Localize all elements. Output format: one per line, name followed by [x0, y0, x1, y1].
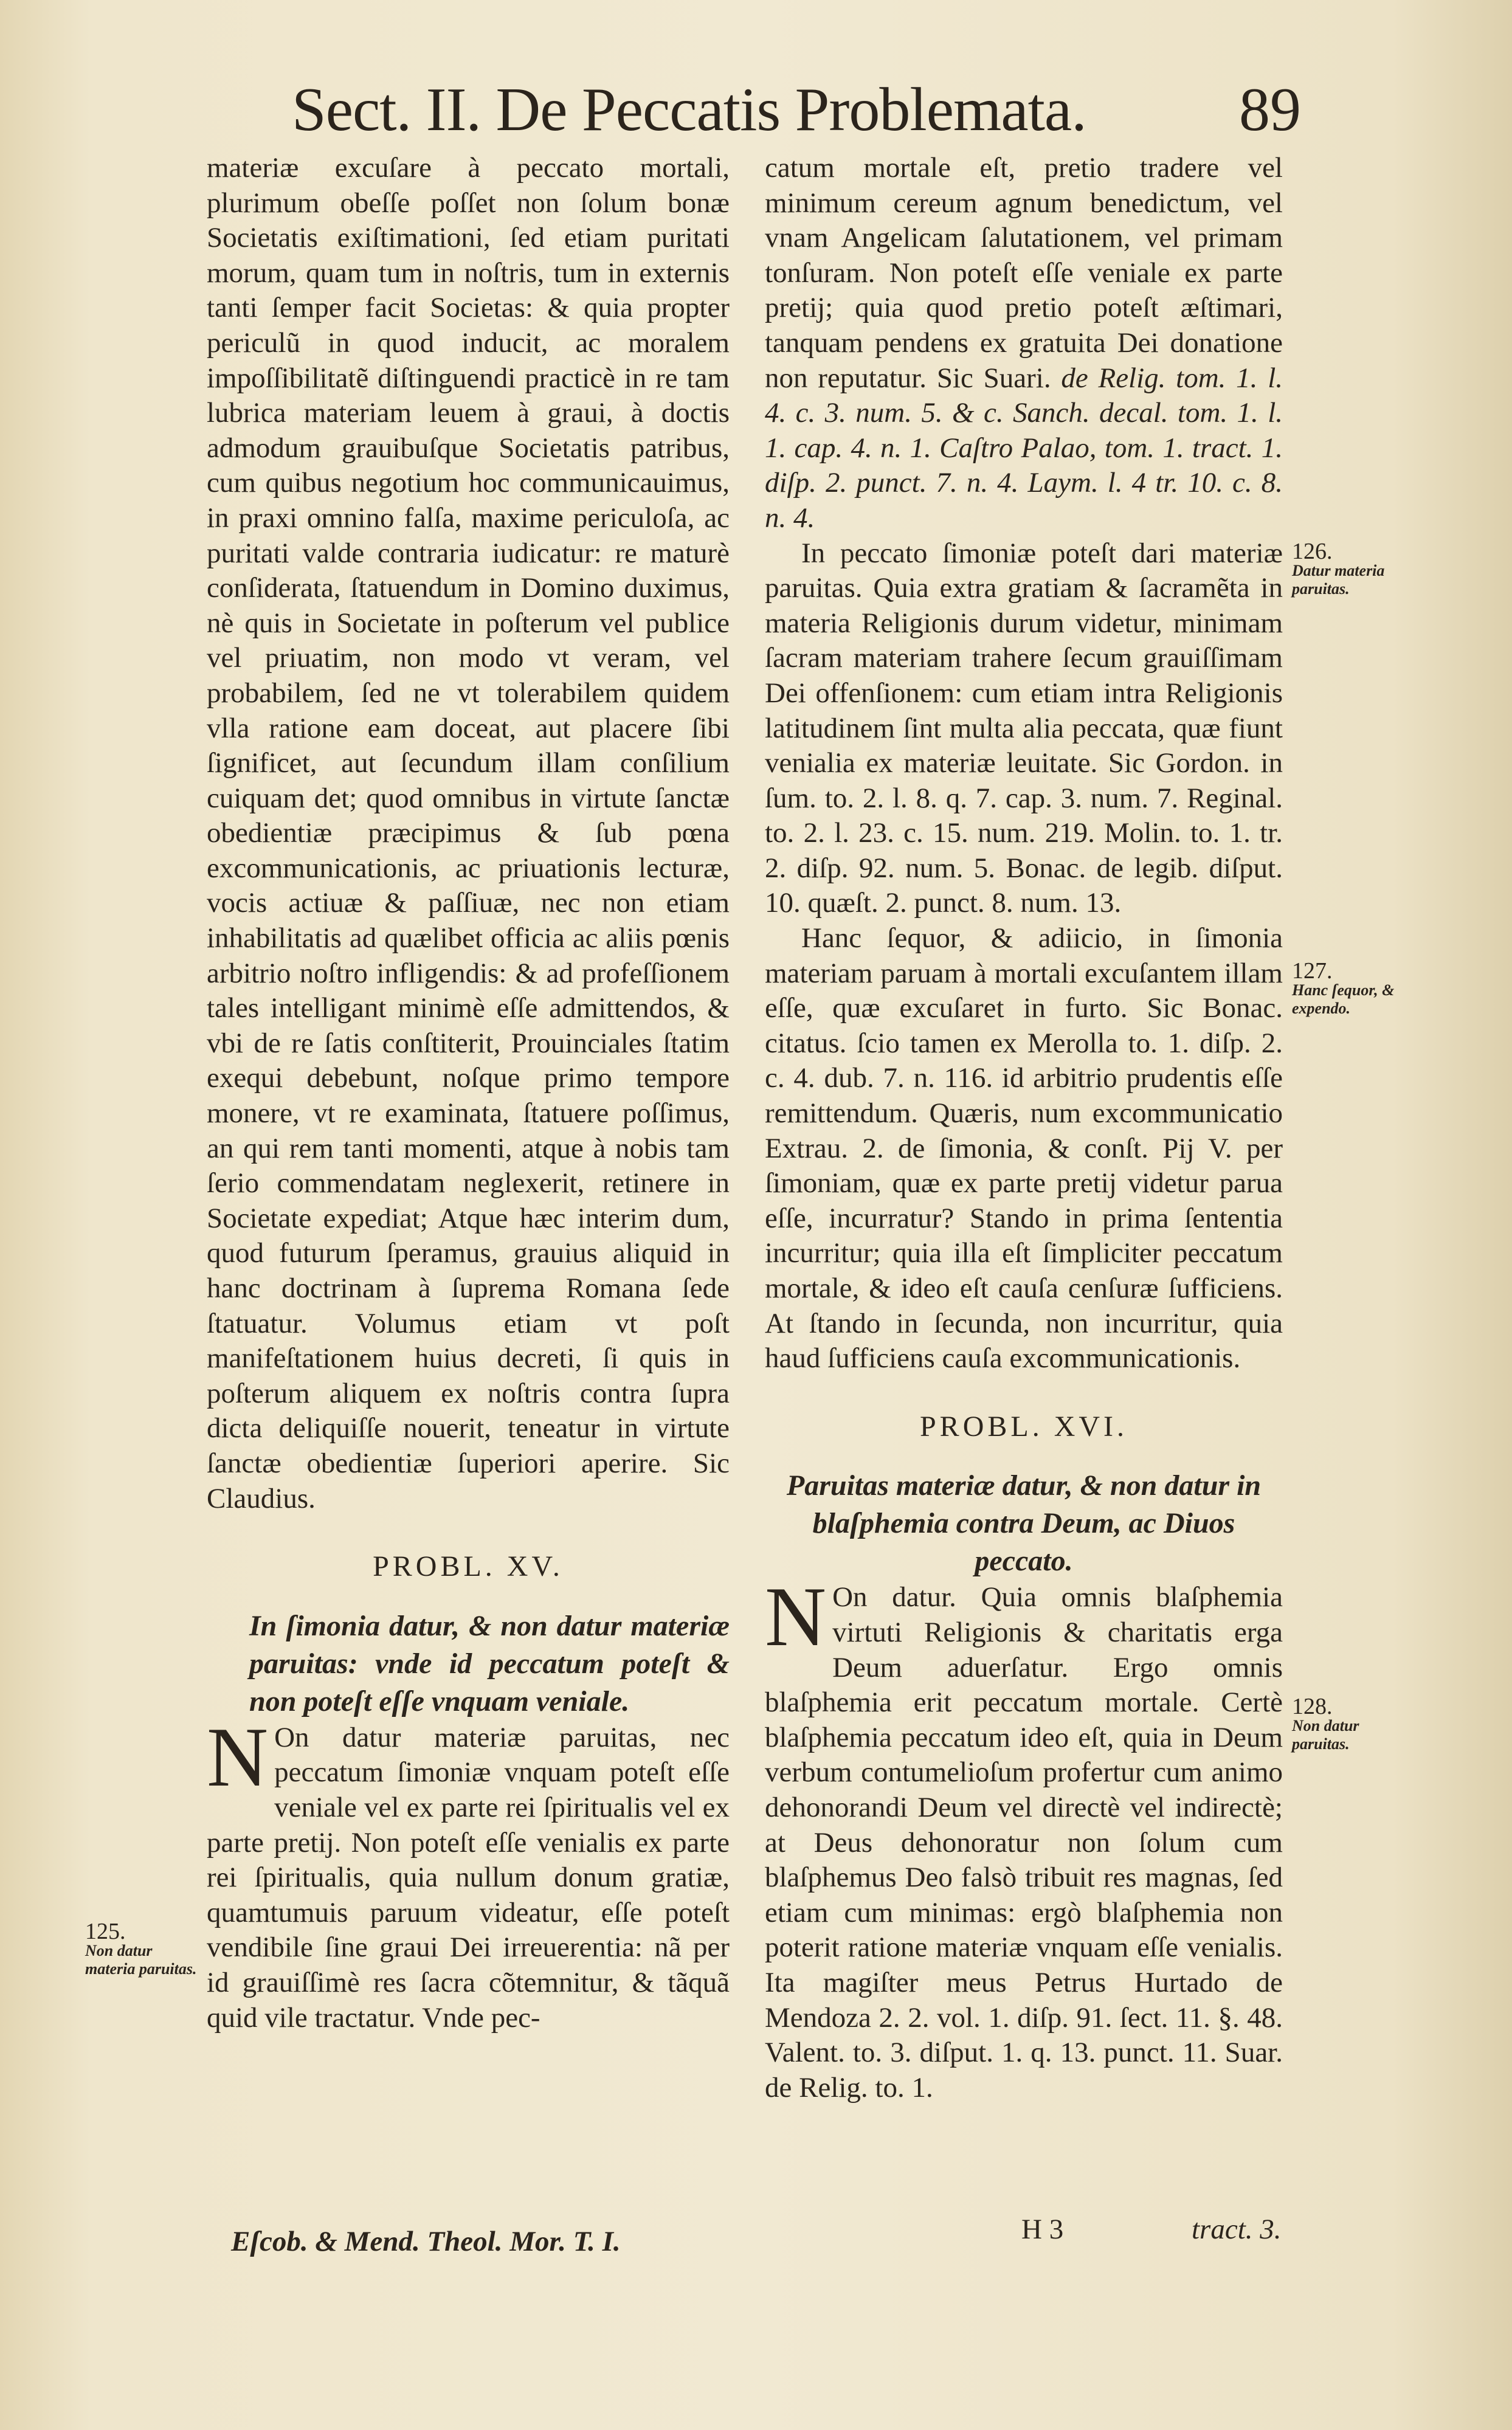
margin-note-number: 126. — [1292, 539, 1333, 564]
paragraph — [765, 151, 1283, 536]
drop-cap: N — [765, 1570, 827, 1665]
margin-note — [85, 1921, 201, 1978]
margin-note-text: Datur materia paruitas. — [1292, 562, 1385, 598]
problem-subtitle: Paruitas materiæ datur, & non datur in blaſphemia contra Deum, ac Diuos peccato. — [786, 1469, 1262, 1578]
margin-note-text: Hanc ſequor, & expendo. — [1292, 981, 1395, 1017]
paragraph: materiæ excuſare à peccato mortali, plurimum obeſſe poſſet non ſolum bonæ Societatis exiſtimationi, ſed etiam puritati morum, quam tum in noſtris, tum in externis tanti ſemper facit Societas: & quia propter periculũ in quod inducit, ac moralem impoſſibilitatẽ diſtinguendi practicè in re tam lubrica materiam leuem à graui, à doctis admodum grauibuſque Societatis patribus, cum quibus negotium hoc communicauimus, in praxi omnino falſa, maxime periculoſa, ac puritati valde contraria iudicatur: re maturè conſiderata, ſtatuendum in Domino duximus, nè quis in Societate in poſterum vel publice vel priuatim, non modo vt veram, vel probabilem, ſed ne vt tolerabilem quidem vlla ratione eam doceat, aut placere ſibi ſignificet, aut ſecundum illam conſilium cuiquam det; quod omnibus in virtute ſanctæ obedientiæ præcipimus & ſub pœna excommunicationis, ac priuationis lecturæ, vocis actiuæ & paſſiuæ, nec non etiam inhabilitatis ad quælibet officia ac aliis pœnis arbitrio noſtro infligendis: & ad profeſſionem tales intelligant minimè eſſe admittendos, & vbi de re ſatis conſtiterit, Prouinciales ſtatim exequi debebunt, noſque primo tempore monere, vt re examinata, ſtatuere poſſimus, an qui rem tanti momenti, atque à nobis tam ſerio commendatam neglexerit, retinere in Societate expediat; Atque hæc interim dum, quod futurum ſperamus, grauius aliquid in hanc doctrinam à ſuprema Romana ſede ſtatuatur. Volumus etiam vt poſt manifeſtationem huius decreti, ſi quis in poſterum aliquem ex noſtris contra ſupra dicta deliquiſſe nouerit, teneatur in virtute ſanctæ obedientiæ ſuperiori aperire. Sic Claudius. — [207, 152, 730, 1514]
margin-note-number: 127. — [1292, 958, 1333, 984]
margin-note — [1292, 541, 1414, 598]
paragraph — [207, 1710, 730, 2035]
paragraph — [765, 1570, 1283, 2105]
catchword: tract. 3. — [1192, 2214, 1282, 2245]
drop-cap: N — [207, 1710, 269, 1804]
margin-note-text: Non datur materia paruitas. — [85, 1942, 197, 1978]
right-column — [765, 151, 1283, 2105]
margin-note-number: 125. — [85, 1919, 126, 1944]
problem-heading: PROBL. XVI. — [919, 1410, 1128, 1443]
margin-note — [1292, 958, 1414, 1018]
problem-heading: PROBL. XV. — [373, 1550, 564, 1583]
running-header — [292, 74, 1301, 147]
problem-subtitle — [207, 1607, 730, 1721]
left-column — [207, 151, 730, 2035]
page-number: 89 — [1239, 75, 1301, 144]
paragraph: In peccato ſimoniæ poteſt dari materiæ paruitas. Quia extra gratiam & ſacramẽta in materia Religionis durum videtur, minimam ſacram materiam trahere ſecum grauiſſimam Dei offenſionem: cum etiam intra Religionis latitudinem ſint multa alia peccata, quæ fiunt venialia ex materiæ leuitate. Sic Gordon. in ſum. to. 2. l. 8. q. 7. cap. 3. num. 7. Reginal. to. 2. l. 23. c. 15. num. 219. Molin. to. 1. tr. 2. diſp. 92. num. 5. Bonac. de legib. diſput. 10. quæſt. 2. punct. 8. num. 13. — [765, 537, 1283, 919]
paragraph-text: catum mortale eſt, pretio tradere vel minimum cereum agnum benedictum, vel vnam Angelicam ſalutationem, vel primam tonſuram. Non poteſt eſſe veniale ex parte pretij; quia quod pretio poteſt æſtimari, tanquam pendens ex gratuita Dei donatione non reputatur. Sic Suari. — [765, 152, 1283, 394]
problem-subtitle-text: In ſimonia datur, & non datur materiæ paruitas: vnde id peccatum poteſt & non poteſt eſſe vnquam veniale. — [249, 1609, 730, 1717]
margin-note-number: 128. — [1292, 1694, 1333, 1719]
paragraph-text: On datur. Quia omnis blaſphemia virtuti Religionis & charitatis erga Deum aduerſatur. Ergo omnis blaſphemia erit peccatum mortale. Certè blaſphemia peccatum ideo eſt, quia in Deum verbum contumelioſum profertur cum animo dehonorandi Deum vel directè vel indirectè; at Deus dehonoratur non ſolum cum blaſphemus Deo falsò tribuit res magnas, ſed etiam cum minimas: ergò blaſphemia non poterit ratione materiæ vnquam eſſe venialis. Ita magiſter meus Petrus Hurtado de Mendoza 2. 2. vol. 1. diſp. 91. ſect. 11. §. 48. Valent. to. 3. diſput. 1. q. 13. punct. 11. Suar. de Relig. to. 1. — [765, 1581, 1283, 2104]
margin-note-text: Non datur paruitas. — [1292, 1717, 1359, 1753]
signature-mark: H 3 — [1021, 2214, 1064, 2245]
running-title: Sect. II. De Peccatis Problemata. — [292, 75, 1086, 144]
margin-note — [1292, 1696, 1414, 1753]
paragraph: Hanc ſequor, & adiicio, in ſimonia materiam paruam à mortali excuſantem illam eſſe, quæ excuſaret in furto. Sic Bonac. citatus. ſcio tamen ex Merolla to. 1. diſp. 2. c. 4. dub. 7. n. 116. id arbitrio prudentis eſſe remittendum. Quæris, num excommunicatio Extrau. 2. de ſimonia, & conſt. Pij V. per ſimoniam, quæ ex parte pretij videtur parua eſſe, incurratur? Stando in prima ſententia incurritur; quia illa eſt ſimpliciter peccatum mortale, & ideo eſt cauſa cenſuræ ſufficiens. At ſtando in ſecunda, non incurritur, quia haud ſufficiens cauſa excommunicationis. — [765, 922, 1283, 1375]
citation: de Relig. tom. 1. l. 4. c. 3. num. 5. & c. Sanch. decal. tom. 1. l. 1. cap. 4. n. 1. Caſtro Palao, tom. 1. tract. 1. diſp. 2. punct. 7. n. 4. Laym. l. 4 tr. 10. c. 8. n. 4. — [765, 362, 1283, 534]
footer-title: Eſcob. & Mend. Theol. Mor. T. I. — [231, 2226, 621, 2257]
paragraph-text: On datur materiæ paruitas, nec peccatum ſimoniæ vnquam poteſt eſſe veniale vel ex parte rei ſpiritualis vel ex parte pretij. Non poteſt eſſe venialis ex parte rei ſpiritualis, quia nullum donum gratiæ, quamtumuis paruum videatur, eſſe poteſt vendibile ſine graui Dei irreuerentia: nã per id grauiſſimè res ſacra cõtemnitur, & tãquã quid vile tractatur. Vnde pec- — [207, 1721, 730, 2034]
